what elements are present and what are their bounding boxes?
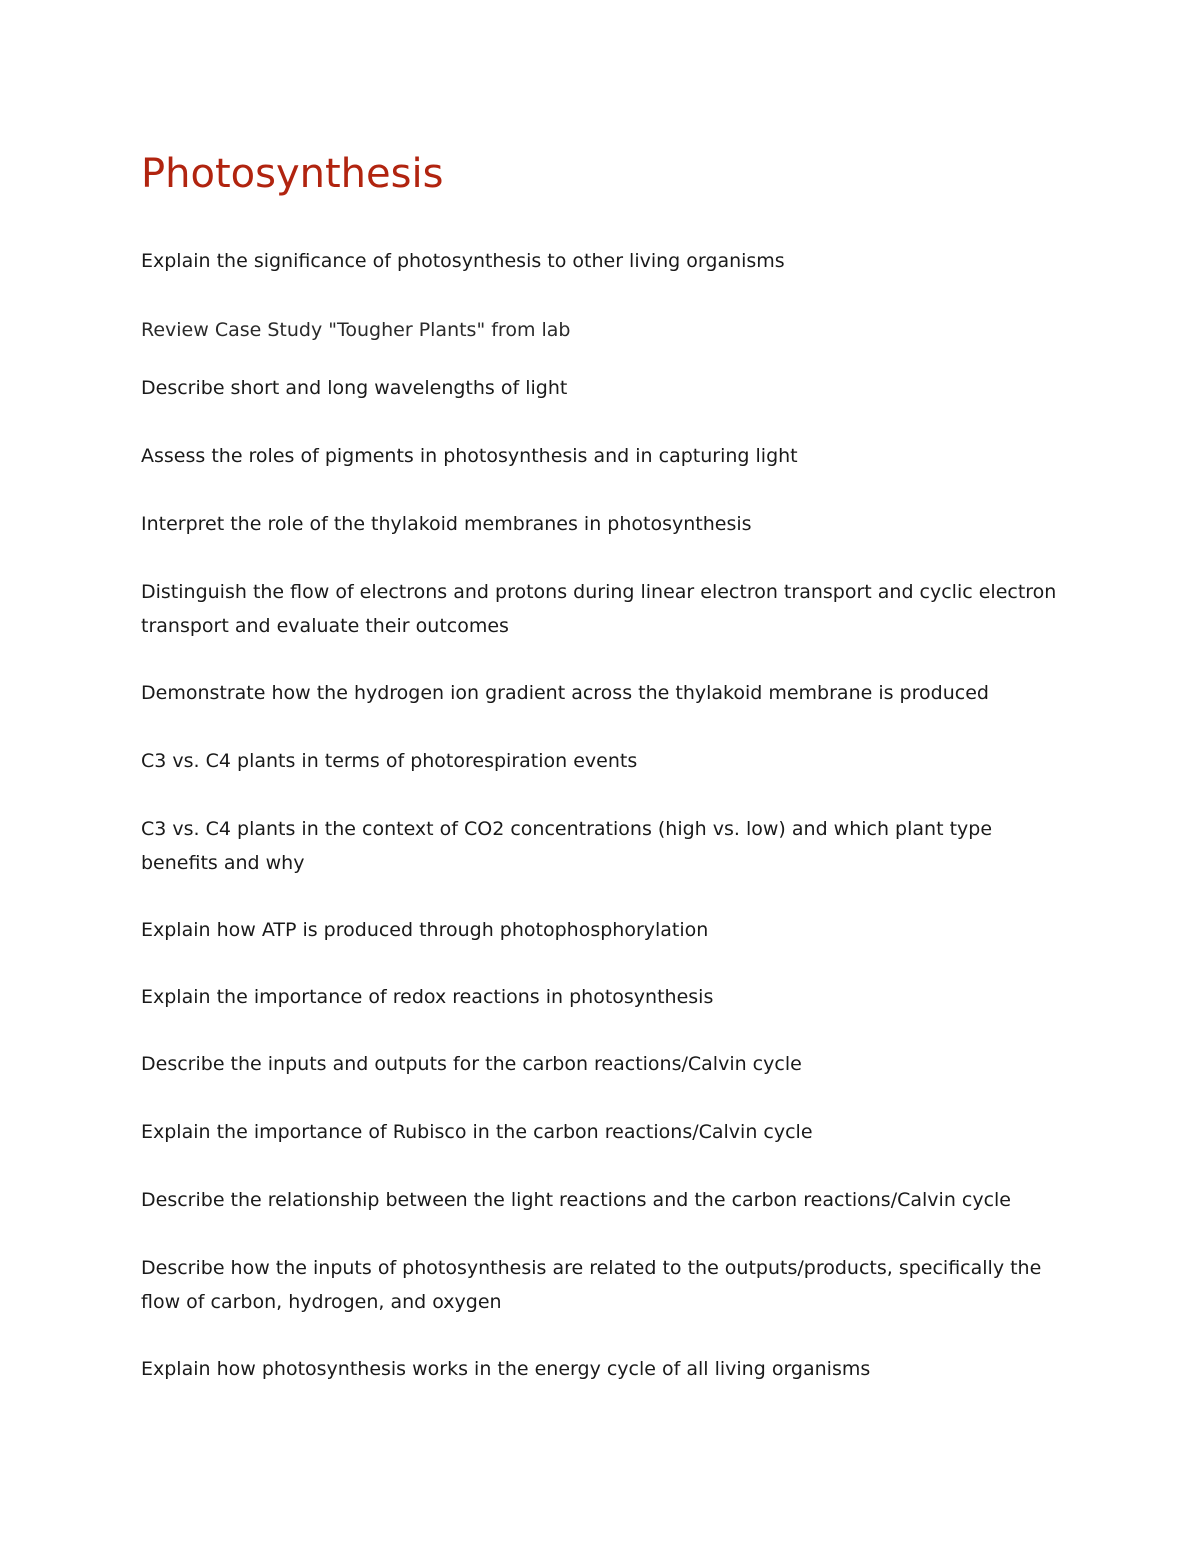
objective-item: Demonstrate how the hydrogen ion gradient across the thylakoid membrane is produced [141,682,989,704]
objective-item: Describe short and long wavelengths of light [141,377,568,399]
objective-item: Describe how the inputs of photosynthesis are related to the outputs/products, specifically the flow of carbon, hydrogen, and oxygen [141,1257,1042,1313]
objective-item: Distinguish the flow of electrons and protons during linear electron transport and cyclic electron transport and evaluate their outcomes [141,581,1057,637]
objective-item: Describe the inputs and outputs for the carbon reactions/Calvin cycle [141,1053,802,1075]
objective-item: Explain how ATP is produced through photophosphorylation [141,919,709,941]
objective-item: Explain how photosynthesis works in the energy cycle of all living organisms [141,1358,871,1380]
page-title: Photosynthesis [141,151,444,197]
objective-item: Explain the significance of photosynthesis to other living organisms [141,250,785,272]
objective-item: C3 vs. C4 plants in the context of CO2 concentrations (high vs. low) and which plant type benefits and why [141,818,993,874]
objective-item: Review Case Study "Tougher Plants" from lab [141,319,571,341]
objective-item: Explain the importance of Rubisco in the carbon reactions/Calvin cycle [141,1121,813,1143]
objective-item: Explain the importance of redox reactions in photosynthesis [141,986,714,1008]
objective-item: C3 vs. C4 plants in terms of photorespiration events [141,750,638,772]
objective-item: Assess the roles of pigments in photosynthesis and in capturing light [141,445,798,467]
objective-item: Interpret the role of the thylakoid membranes in photosynthesis [141,513,752,535]
objective-item: Describe the relationship between the light reactions and the carbon reactions/Calvin cycle [141,1189,1012,1211]
